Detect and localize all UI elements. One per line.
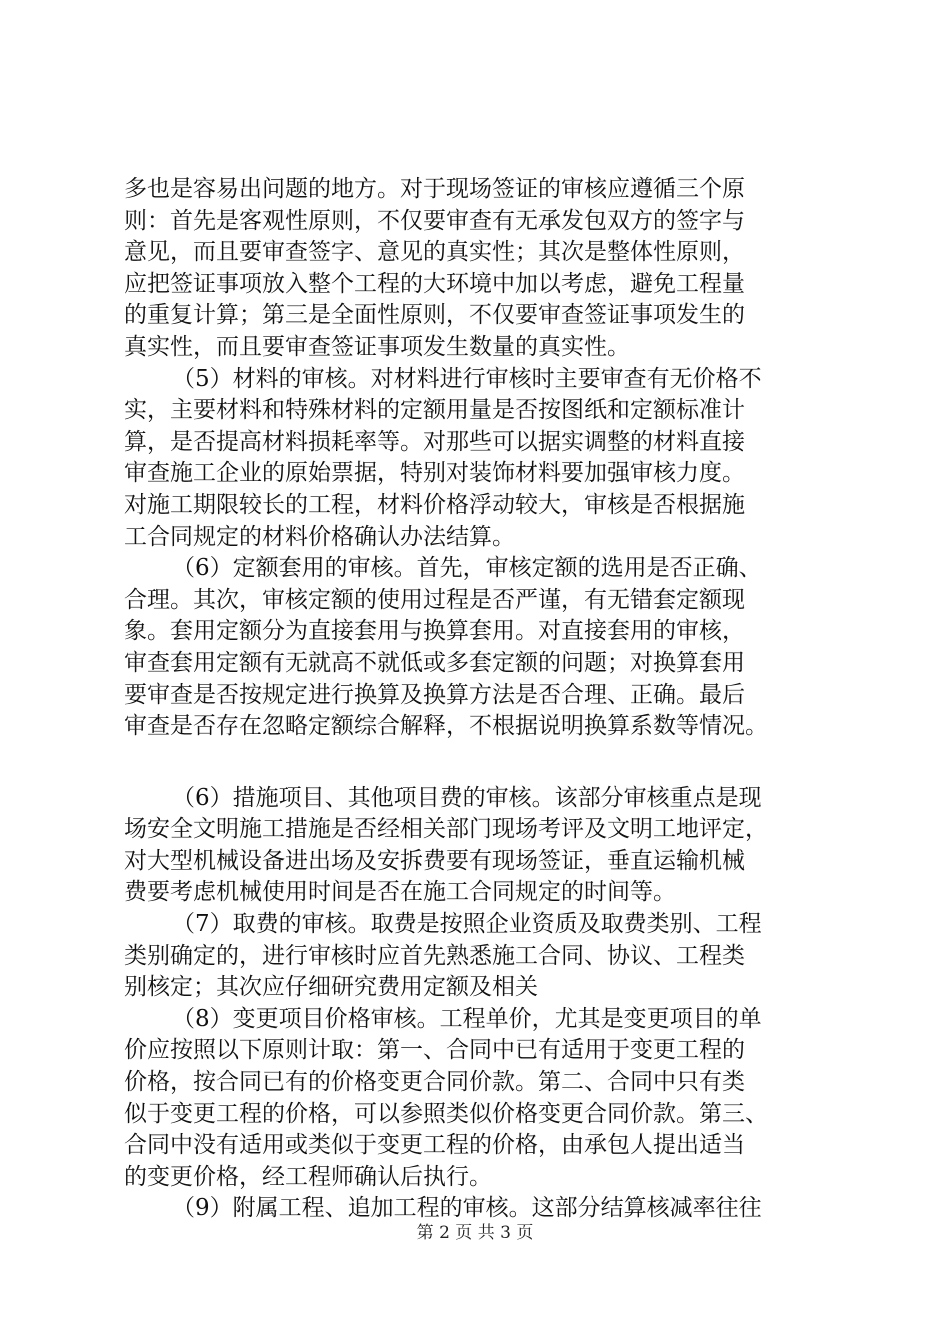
text-line: 费要考虑机械使用时间是否在施工合同规定的时间等。 bbox=[124, 879, 676, 906]
text-line: 对大型机械设备进出场及安拆费要有现场签证，垂直运输机械 bbox=[124, 847, 745, 874]
text-line: 应把签证事项放入整个工程的大环境中加以考虑，避免工程量 bbox=[124, 270, 745, 297]
text-line: 意见，而且要审查签字、意见的真实性；其次是整体性原则， bbox=[124, 239, 745, 266]
text-line: 工合同规定的材料价格确认办法结算。 bbox=[124, 523, 515, 550]
text-line: 合同中没有适用或类似于变更工程的价格，由承包人提出适当 bbox=[124, 1132, 745, 1159]
text-line: 价应按照以下原则计取：第一、合同中已有适用于变更工程的 bbox=[124, 1037, 745, 1064]
text-line: 要审查是否按规定进行换算及换算方法是否合理、正确。最后 bbox=[124, 681, 745, 708]
document-body bbox=[124, 174, 834, 1225]
text-line: 审查是否存在忽略定额综合解释，不根据说明换算系数等情况。 bbox=[124, 713, 768, 740]
text-line: 类别确定的，进行审核时应首先熟悉施工合同、协议、工程类 bbox=[124, 942, 745, 969]
text-line: 审查施工企业的原始票据，特别对装饰材料要加强审核力度。 bbox=[124, 460, 745, 487]
text-line: 场安全文明施工措施是否经相关部门现场考评及文明工地评定， bbox=[124, 816, 768, 843]
text-line: 对施工期限较长的工程，材料价格浮动较大，审核是否根据施 bbox=[124, 491, 745, 518]
paragraph-first-line: （7）取费的审核。取费是按照企业资质及取费类别、工程 bbox=[172, 911, 762, 938]
text-line: 真实性，而且要审查签证事项发生数量的真实性。 bbox=[124, 333, 630, 360]
paragraph-first-line: （9）附属工程、追加工程的审核。这部分结算核减率往往 bbox=[172, 1195, 762, 1222]
text-line: 价格，按合同已有的价格变更合同价款。第二、合同中只有类 bbox=[124, 1069, 745, 1096]
text-line: 的重复计算；第三是全面性原则，不仅要审查签证事项发生的 bbox=[124, 302, 745, 329]
paragraph-first-line: （6）措施项目、其他项目费的审核。该部分审核重点是现 bbox=[172, 784, 762, 811]
text-line: 合理。其次，审核定额的使用过程是否严谨，有无错套定额现 bbox=[124, 586, 745, 613]
text-line: 多也是容易出问题的地方。对于现场签证的审核应遵循三个原 bbox=[124, 176, 745, 202]
paragraph-first-line: （5）材料的审核。对材料进行审核时主要审查有无价格不 bbox=[172, 365, 762, 392]
text-line: 算，是否提高材料损耗率等。对那些可以据实调整的材料直接 bbox=[124, 428, 745, 455]
page-footer: 第 2 页 共 3 页 bbox=[416, 1223, 534, 1243]
paragraph-first-line: （8）变更项目价格审核。工程单价，尤其是变更项目的单 bbox=[172, 1005, 762, 1032]
text-line: 象。套用定额分为直接套用与换算套用。对直接套用的审核， bbox=[124, 618, 745, 645]
text-line: 审查套用定额有无就高不就低或多套定额的问题；对换算套用 bbox=[124, 649, 745, 676]
text-line: 的变更价格，经工程师确认后执行。 bbox=[124, 1163, 492, 1190]
paragraph-gap bbox=[124, 743, 834, 783]
text-line: 则：首先是客观性原则，不仅要审查有无承发包双方的签字与 bbox=[124, 207, 745, 234]
text-line: 实，主要材料和特殊材料的定额用量是否按图纸和定额标准计 bbox=[124, 397, 745, 424]
paragraph-first-line: （6）定额套用的审核。首先，审核定额的选用是否正确、 bbox=[172, 555, 762, 582]
text-line: 别核定；其次应仔细研究费用定额及相关 bbox=[124, 974, 538, 1001]
text-line: 似于变更工程的价格，可以参照类似价格变更合同价款。第三、 bbox=[124, 1100, 768, 1127]
